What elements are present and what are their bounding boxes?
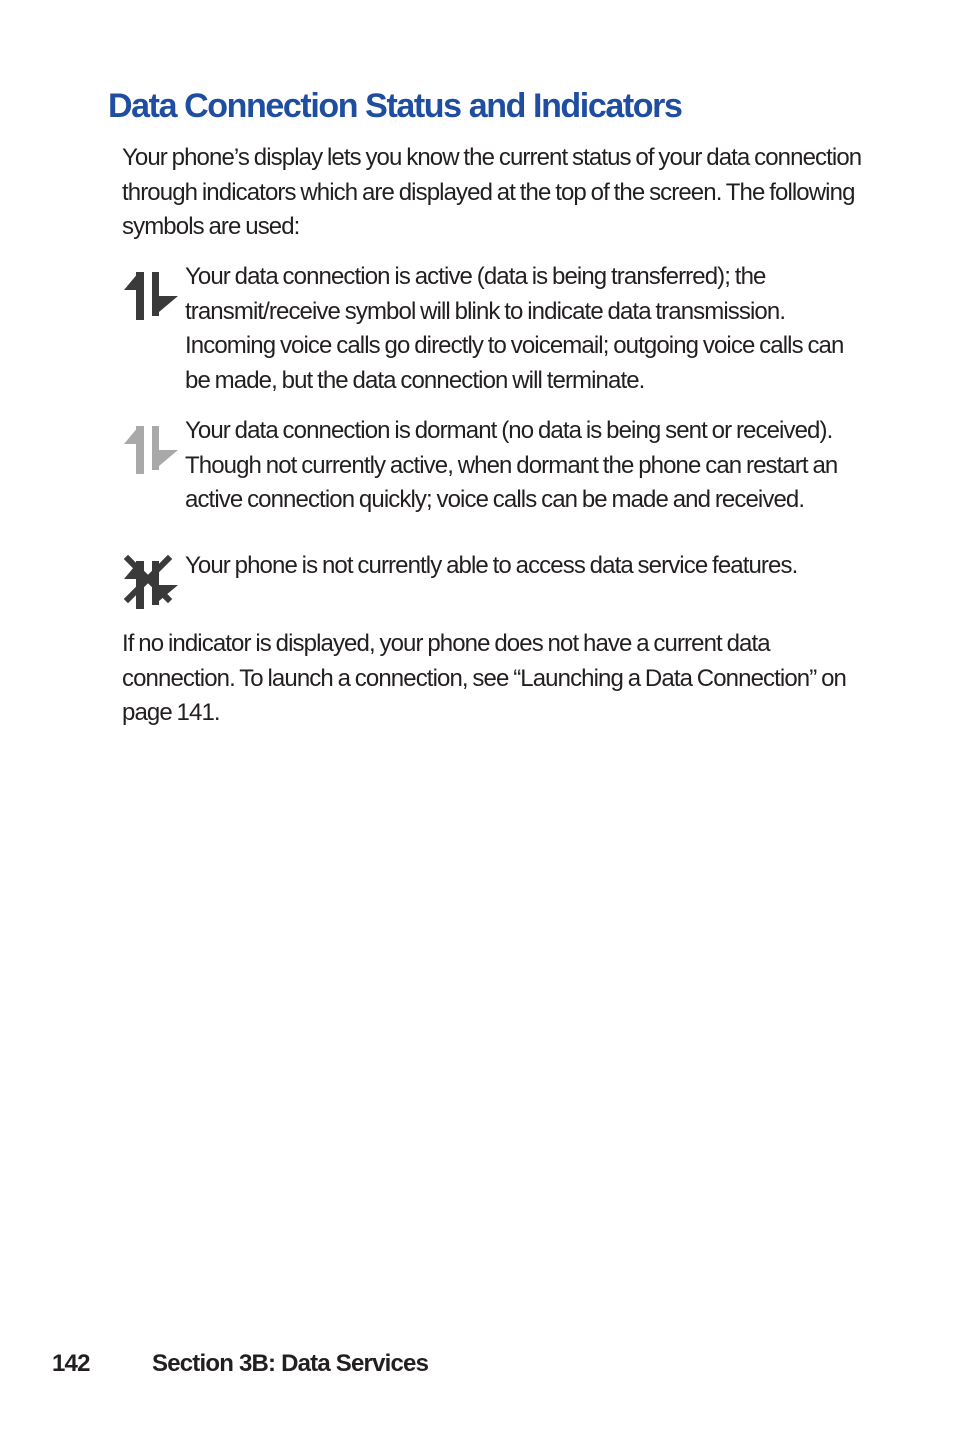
section-name: Section 3B: Data Services <box>152 1350 429 1377</box>
data-dormant-icon <box>122 420 182 474</box>
indicator-item-dormant <box>122 414 862 518</box>
page-number: 142 <box>52 1350 90 1377</box>
indicator-item-unavailable <box>122 549 862 584</box>
indicator-item-active <box>122 260 862 398</box>
outro-paragraph: If no indicator is displayed, your phone does not have a current data connection. To launch a connection, see “Launching a Data Connection” on page 141. <box>122 630 846 726</box>
indicator-description: Your data connection is active (data is being transferred); the transmit/receive symbol will blink to indicate data transmission. Incoming voice calls go directly to voicemail; outgoing voice calls can be made, but the data connection will terminate. <box>185 263 844 394</box>
data-unavailable-icon <box>122 555 182 609</box>
indicator-description: Your phone is not currently able to access data service features. <box>185 552 798 579</box>
page-title: Data Connection Status and Indicators <box>108 87 682 125</box>
intro-paragraph: Your phone’s display lets you know the current status of your data connection through indicators which are displayed at the top of the screen. The following symbols are used: <box>122 144 862 240</box>
data-active-icon <box>122 266 182 320</box>
indicator-description: Your data connection is dormant (no data is being sent or received). Though not currently active, when dormant the phone can restart an active connection quickly; voice calls can be made and received. <box>185 417 838 513</box>
